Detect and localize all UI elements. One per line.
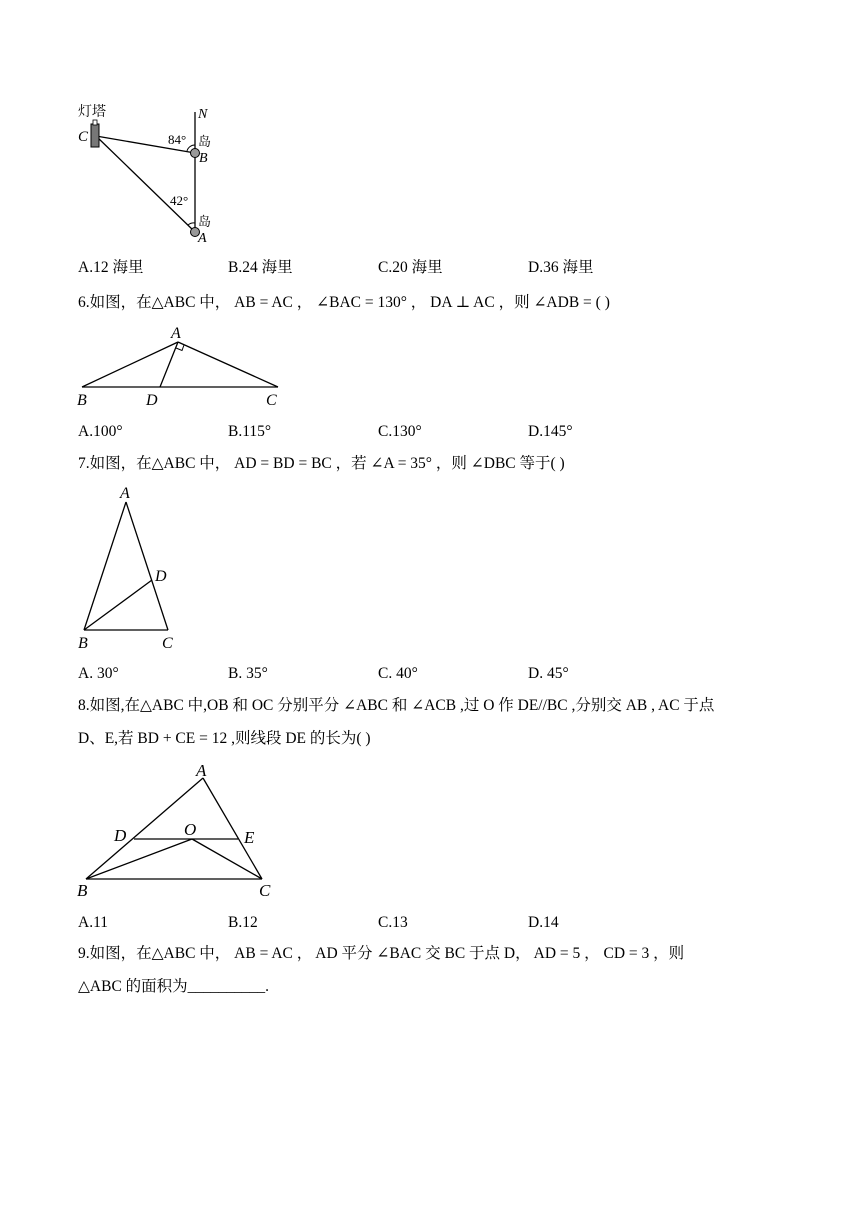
q8-option-b[interactable]: B.12 (228, 914, 258, 931)
q8-label-d: D (114, 826, 127, 845)
right-angle-mark (176, 345, 184, 351)
q8-stem-line2: D、E,若 BD + CE = 12 ,则线段 DE 的长为( ) (78, 730, 371, 747)
q7-label-a: A (120, 485, 130, 502)
q7-options (78, 664, 778, 684)
lighthouse-icon (91, 124, 99, 147)
q8-label-c: C (259, 881, 271, 900)
q5-options (78, 258, 778, 278)
q6-label-b: B (77, 392, 87, 409)
q6-option-c[interactable]: C.130° (378, 423, 422, 440)
q8-label-o: O (184, 820, 197, 839)
q6-label-a: A (171, 325, 181, 342)
q6-label-c: C (266, 392, 277, 409)
angle-label-42: 42° (170, 193, 189, 208)
island-label-b: 岛 (198, 135, 212, 150)
q8-triangle-figure (70, 760, 290, 905)
q7-label-d: D (155, 568, 167, 585)
q6-options (78, 422, 778, 442)
q5-option-c[interactable]: C.20 海里 (378, 259, 443, 276)
q8-label-b: B (77, 881, 88, 900)
q5-option-a[interactable]: A.12 海里 (78, 259, 144, 276)
q7-stem: 7.如图，在△ABC 中， AD = BD = BC ，若 ∠A = 35° ，则 ∠DBC 等于( ) (78, 455, 565, 472)
q6-label-d: D (146, 392, 158, 409)
q7-option-a[interactable]: A. 30° (78, 665, 119, 682)
q8-label-a: A (196, 761, 207, 780)
angle-arc-a (188, 223, 195, 225)
q7-triangle-figure (70, 482, 190, 654)
lighthouse-label: 灯塔 (78, 104, 106, 120)
label-a: A (198, 231, 207, 246)
island-label-a: 岛 (198, 215, 212, 230)
lighthouse-figure (70, 98, 230, 250)
q7-label-b: B (78, 635, 88, 652)
q7-option-c[interactable]: C. 40° (378, 665, 418, 682)
q8-option-d[interactable]: D.14 (528, 914, 559, 931)
q8-label-e: E (244, 828, 255, 847)
q7-option-d[interactable]: D. 45° (528, 665, 569, 682)
label-b: B (199, 151, 208, 166)
q7-option-b[interactable]: B. 35° (228, 665, 268, 682)
q6-triangle-figure (70, 322, 290, 410)
angle-label-84: 84° (168, 132, 187, 147)
q6-option-d[interactable]: D.145° (528, 423, 573, 440)
q5-option-d[interactable]: D.36 海里 (528, 259, 594, 276)
q8-stem-line1: 8.如图,在△ABC 中,OB 和 OC 分别平分 ∠ABC 和 ∠ACB ,过 O 作 DE//BC ,分别交 AB , AC 于点 (78, 697, 715, 714)
q6-option-b[interactable]: B.115° (228, 423, 272, 440)
q6-option-a[interactable]: A.100° (78, 423, 123, 440)
q9-stem-line2: △ABC 的面积为__________. (78, 978, 270, 995)
label-n: N (198, 107, 208, 122)
q6-stem: 6.如图，在△ABC 中， AB = AC ， ∠BAC = 130° ， DA ⊥ AC ，则 ∠ADB = ( ) (78, 294, 610, 311)
label-c: C (78, 129, 89, 145)
q8-options (78, 913, 778, 933)
q8-option-a[interactable]: A.11 (78, 914, 108, 931)
q9-stem-line1: 9.如图，在△ABC 中， AB = AC ， AD 平分 ∠BAC 交 BC 于点 D， AD = 5 ， CD = 3 ，则 (78, 945, 685, 962)
q7-label-c: C (162, 635, 173, 652)
q8-option-c[interactable]: C.13 (378, 914, 408, 931)
q5-option-b[interactable]: B.24 海里 (228, 259, 293, 276)
